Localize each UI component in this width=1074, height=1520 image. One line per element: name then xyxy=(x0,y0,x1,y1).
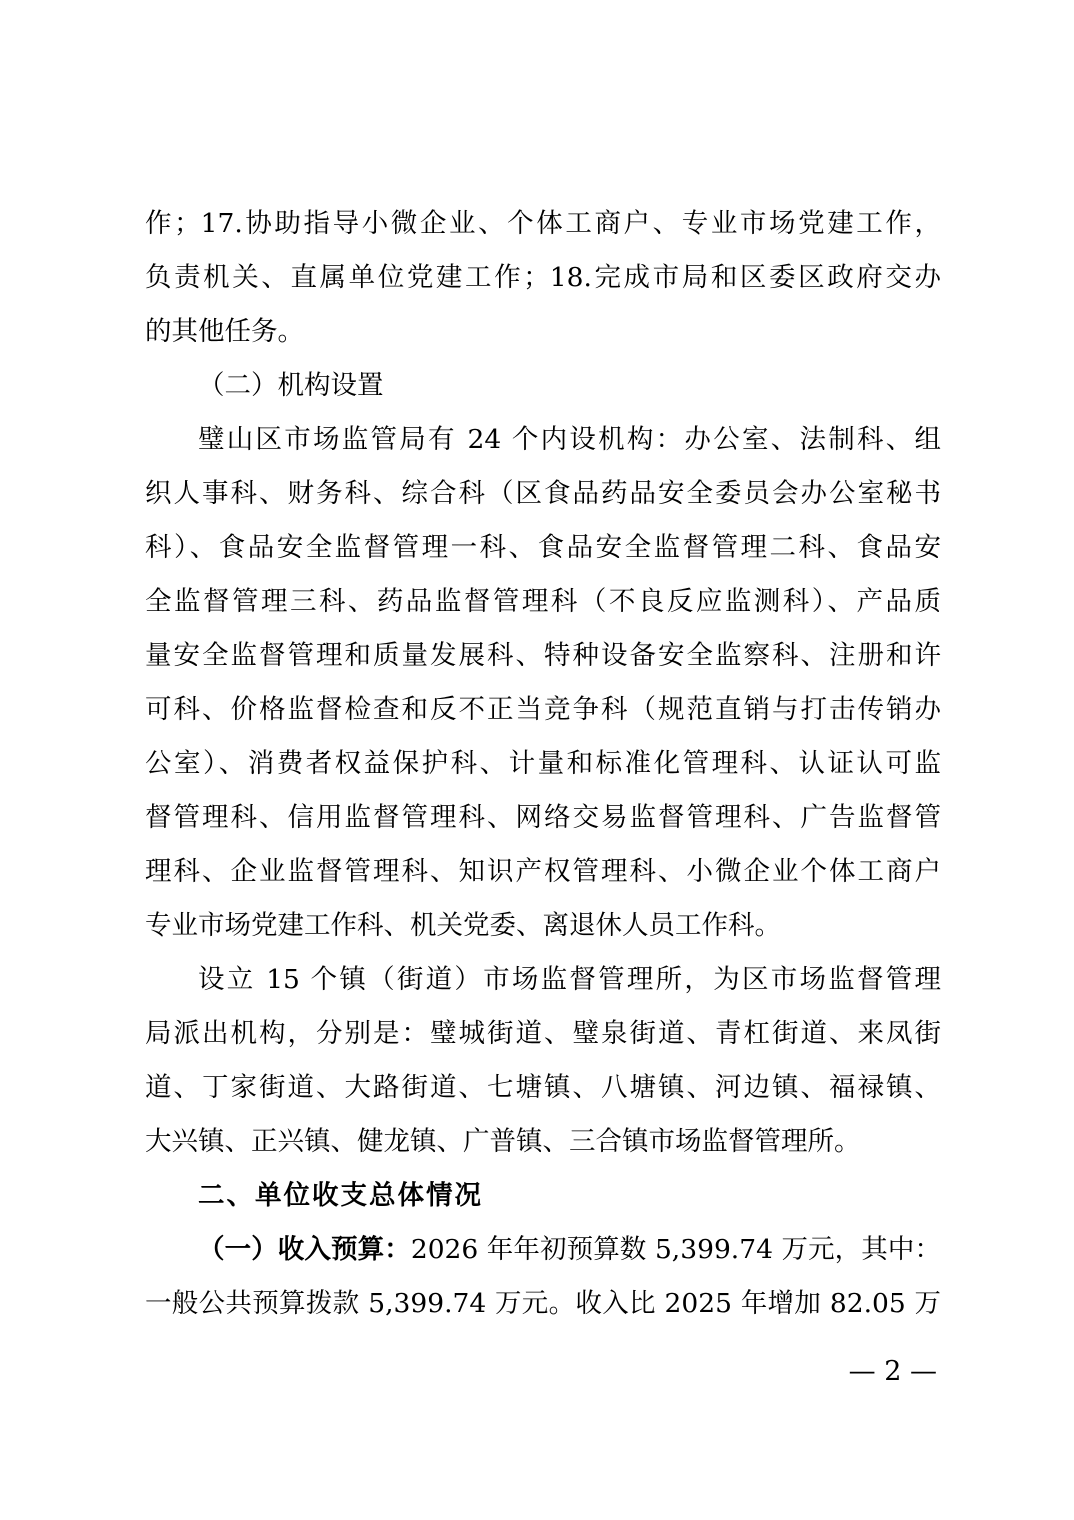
page-number: — 2 — xyxy=(848,1356,937,1387)
income-budget-line xyxy=(145,1223,941,1277)
text-line: 理科、企业监督管理科、知识产权管理科、小微企业个体工商户 xyxy=(145,856,941,887)
text-line: 一般公共预算拨款 5,399.74 万元。收入比 2025 年增加 82.05 万 xyxy=(145,1288,941,1319)
text-line: 督管理科、信用监督管理科、网络交易监督管理科、广告监督管 xyxy=(145,802,941,833)
income-budget-lead: （一）收入预算： xyxy=(198,1234,411,1265)
text-line: 全监督管理三科、药品监督管理科（不良反应监测科）、产品质 xyxy=(145,586,941,617)
text-line: 大兴镇、正兴镇、健龙镇、广普镇、三合镇市场监督管理所。 xyxy=(145,1126,861,1157)
text-line: 作；17.协助指导小微企业、个体工商户、专业市场党建工作， xyxy=(145,208,941,239)
text-line: 负责机关、直属单位党建工作；18.完成市局和区委区政府交办 xyxy=(145,262,941,293)
text-line: 可科、价格监督检查和反不正当竞争科（规范直销与打击传销办 xyxy=(145,694,941,725)
income-budget-rest: 2026 年年初预算数 5,399.74 万元，其中： xyxy=(410,1234,941,1265)
text-line: 专业市场党建工作科、机关党委、离退休人员工作科。 xyxy=(145,910,781,941)
text-line: 设立 15 个镇（街道）市场监督管理所，为区市场监督管理 xyxy=(198,964,941,995)
section-heading-income-expense: 二、单位收支总体情况 xyxy=(198,1180,483,1211)
text-line: 织人事科、财务科、综合科（区食品药品安全委员会办公室秘书 xyxy=(145,478,941,509)
text-line: 璧山区市场监管局有 24 个内设机构：办公室、法制科、组 xyxy=(198,424,941,455)
text-line: 科）、食品安全监督管理一科、食品安全监督管理二科、食品安 xyxy=(145,532,941,563)
text-line: 量安全监督管理和质量发展科、特种设备安全监察科、注册和许 xyxy=(145,640,941,671)
text-line: 局派出机构，分别是：璧城街道、璧泉街道、青杠街道、来凤街 xyxy=(145,1018,941,1049)
text-line: 的其他任务。 xyxy=(145,316,304,347)
text-line: 道、丁家街道、大路街道、七塘镇、八塘镇、河边镇、福禄镇、 xyxy=(145,1072,941,1103)
text-line: 公室）、消费者权益保护科、计量和标准化管理科、认证认可监 xyxy=(145,748,941,779)
subheading-org-setup: （二）机构设置 xyxy=(198,370,384,401)
document-body xyxy=(145,197,941,1331)
